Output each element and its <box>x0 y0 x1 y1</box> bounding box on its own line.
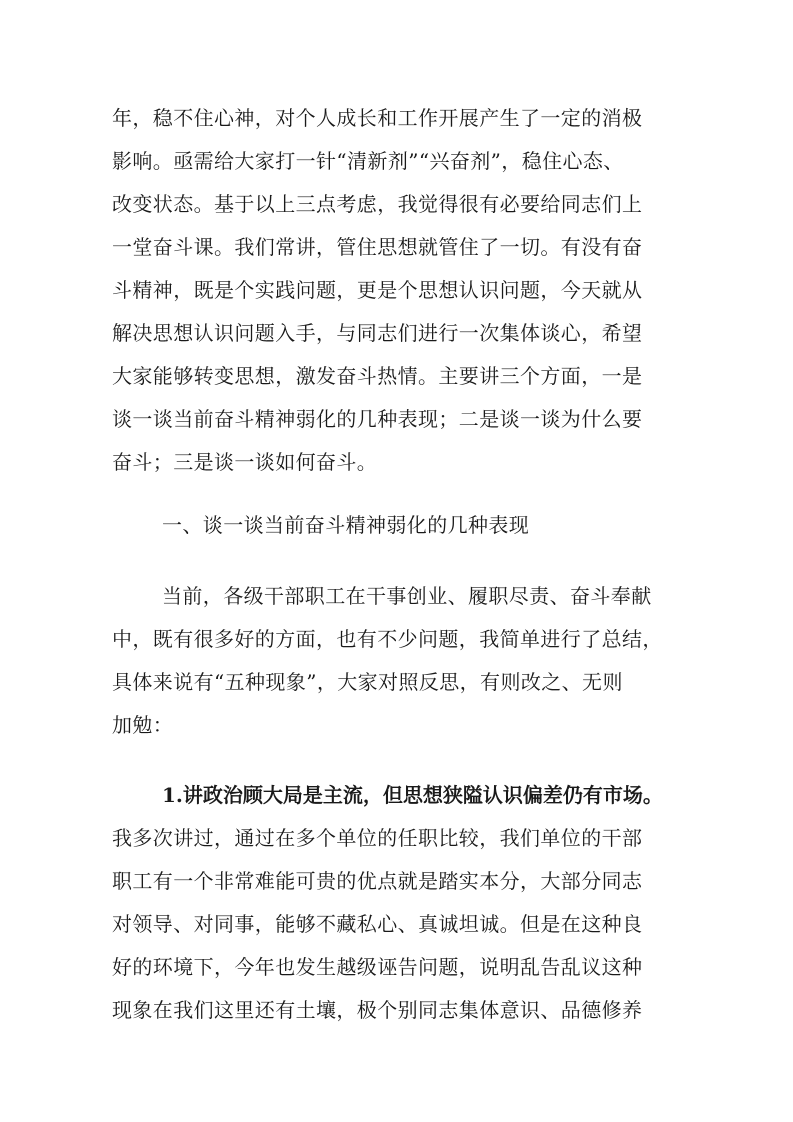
paragraph-3-line-2: 职工有一个非常难能可贵的优点就是踏实本分，大部分同志 <box>112 869 643 893</box>
paragraph-3-line-5: 现象在我们这里还有土壤，极个别同志集体意识、品德修养 <box>112 998 643 1022</box>
paragraph-2-line-2: 中，既有很多好的方面，也有不少问题，我简单进行了总结， <box>112 627 663 651</box>
paragraph-1-line-8: 谈一谈当前奋斗精神弱化的几种表现；二是谈一谈为什么要 <box>112 407 643 431</box>
paragraph-1-line-3: 改变状态。基于以上三点考虑，我觉得很有必要给同志们上 <box>112 192 643 216</box>
paragraph-3-line-1: 我多次讲过，通过在多个单位的任职比较，我们单位的干部 <box>112 826 643 850</box>
paragraph-1-line-6: 解决思想认识问题入手，与同志们进行一次集体谈心，希望 <box>112 321 643 345</box>
paragraph-1-line-1: 年，稳不住心神，对个人成长和工作开展产生了一定的消极 <box>112 106 643 130</box>
paragraph-2-line-1: 当前，各级干部职工在干事创业、履职尽责、奋斗奉献 <box>162 584 652 608</box>
paragraph-1-line-2: 影响。亟需给大家打一针“清新剂”“兴奋剂”，稳住心态、 <box>112 149 624 173</box>
paragraph-1-line-9: 奋斗；三是谈一谈如何奋斗。 <box>112 450 378 474</box>
paragraph-3-line-3: 对领导、对同事，能够不藏私心、真诚坦诚。但是在这种良 <box>112 912 643 936</box>
section-heading: 一、谈一谈当前奋斗精神弱化的几种表现 <box>162 513 530 537</box>
paragraph-1-line-7: 大家能够转变思想，激发奋斗热情。主要讲三个方面，一是 <box>112 364 643 388</box>
paragraph-2-line-3: 具体来说有“五种现象”，大家对照反思，有则改之、无则 <box>112 670 623 694</box>
paragraph-1-line-4: 一堂奋斗课。我们常讲，管住思想就管住了一切。有没有奋 <box>112 235 643 259</box>
paragraph-3-line-4: 好的环境下，今年也发生越级诬告问题，说明乱告乱议这种 <box>112 955 643 979</box>
paragraph-2-line-4: 加勉： <box>112 713 174 737</box>
paragraph-1-line-5: 斗精神，既是个实践问题，更是个思想认识问题，今天就从 <box>112 278 643 302</box>
subheading: 1.讲政治顾大局是主流，但思想狭隘认识偏差仍有市场。 <box>162 783 663 807</box>
